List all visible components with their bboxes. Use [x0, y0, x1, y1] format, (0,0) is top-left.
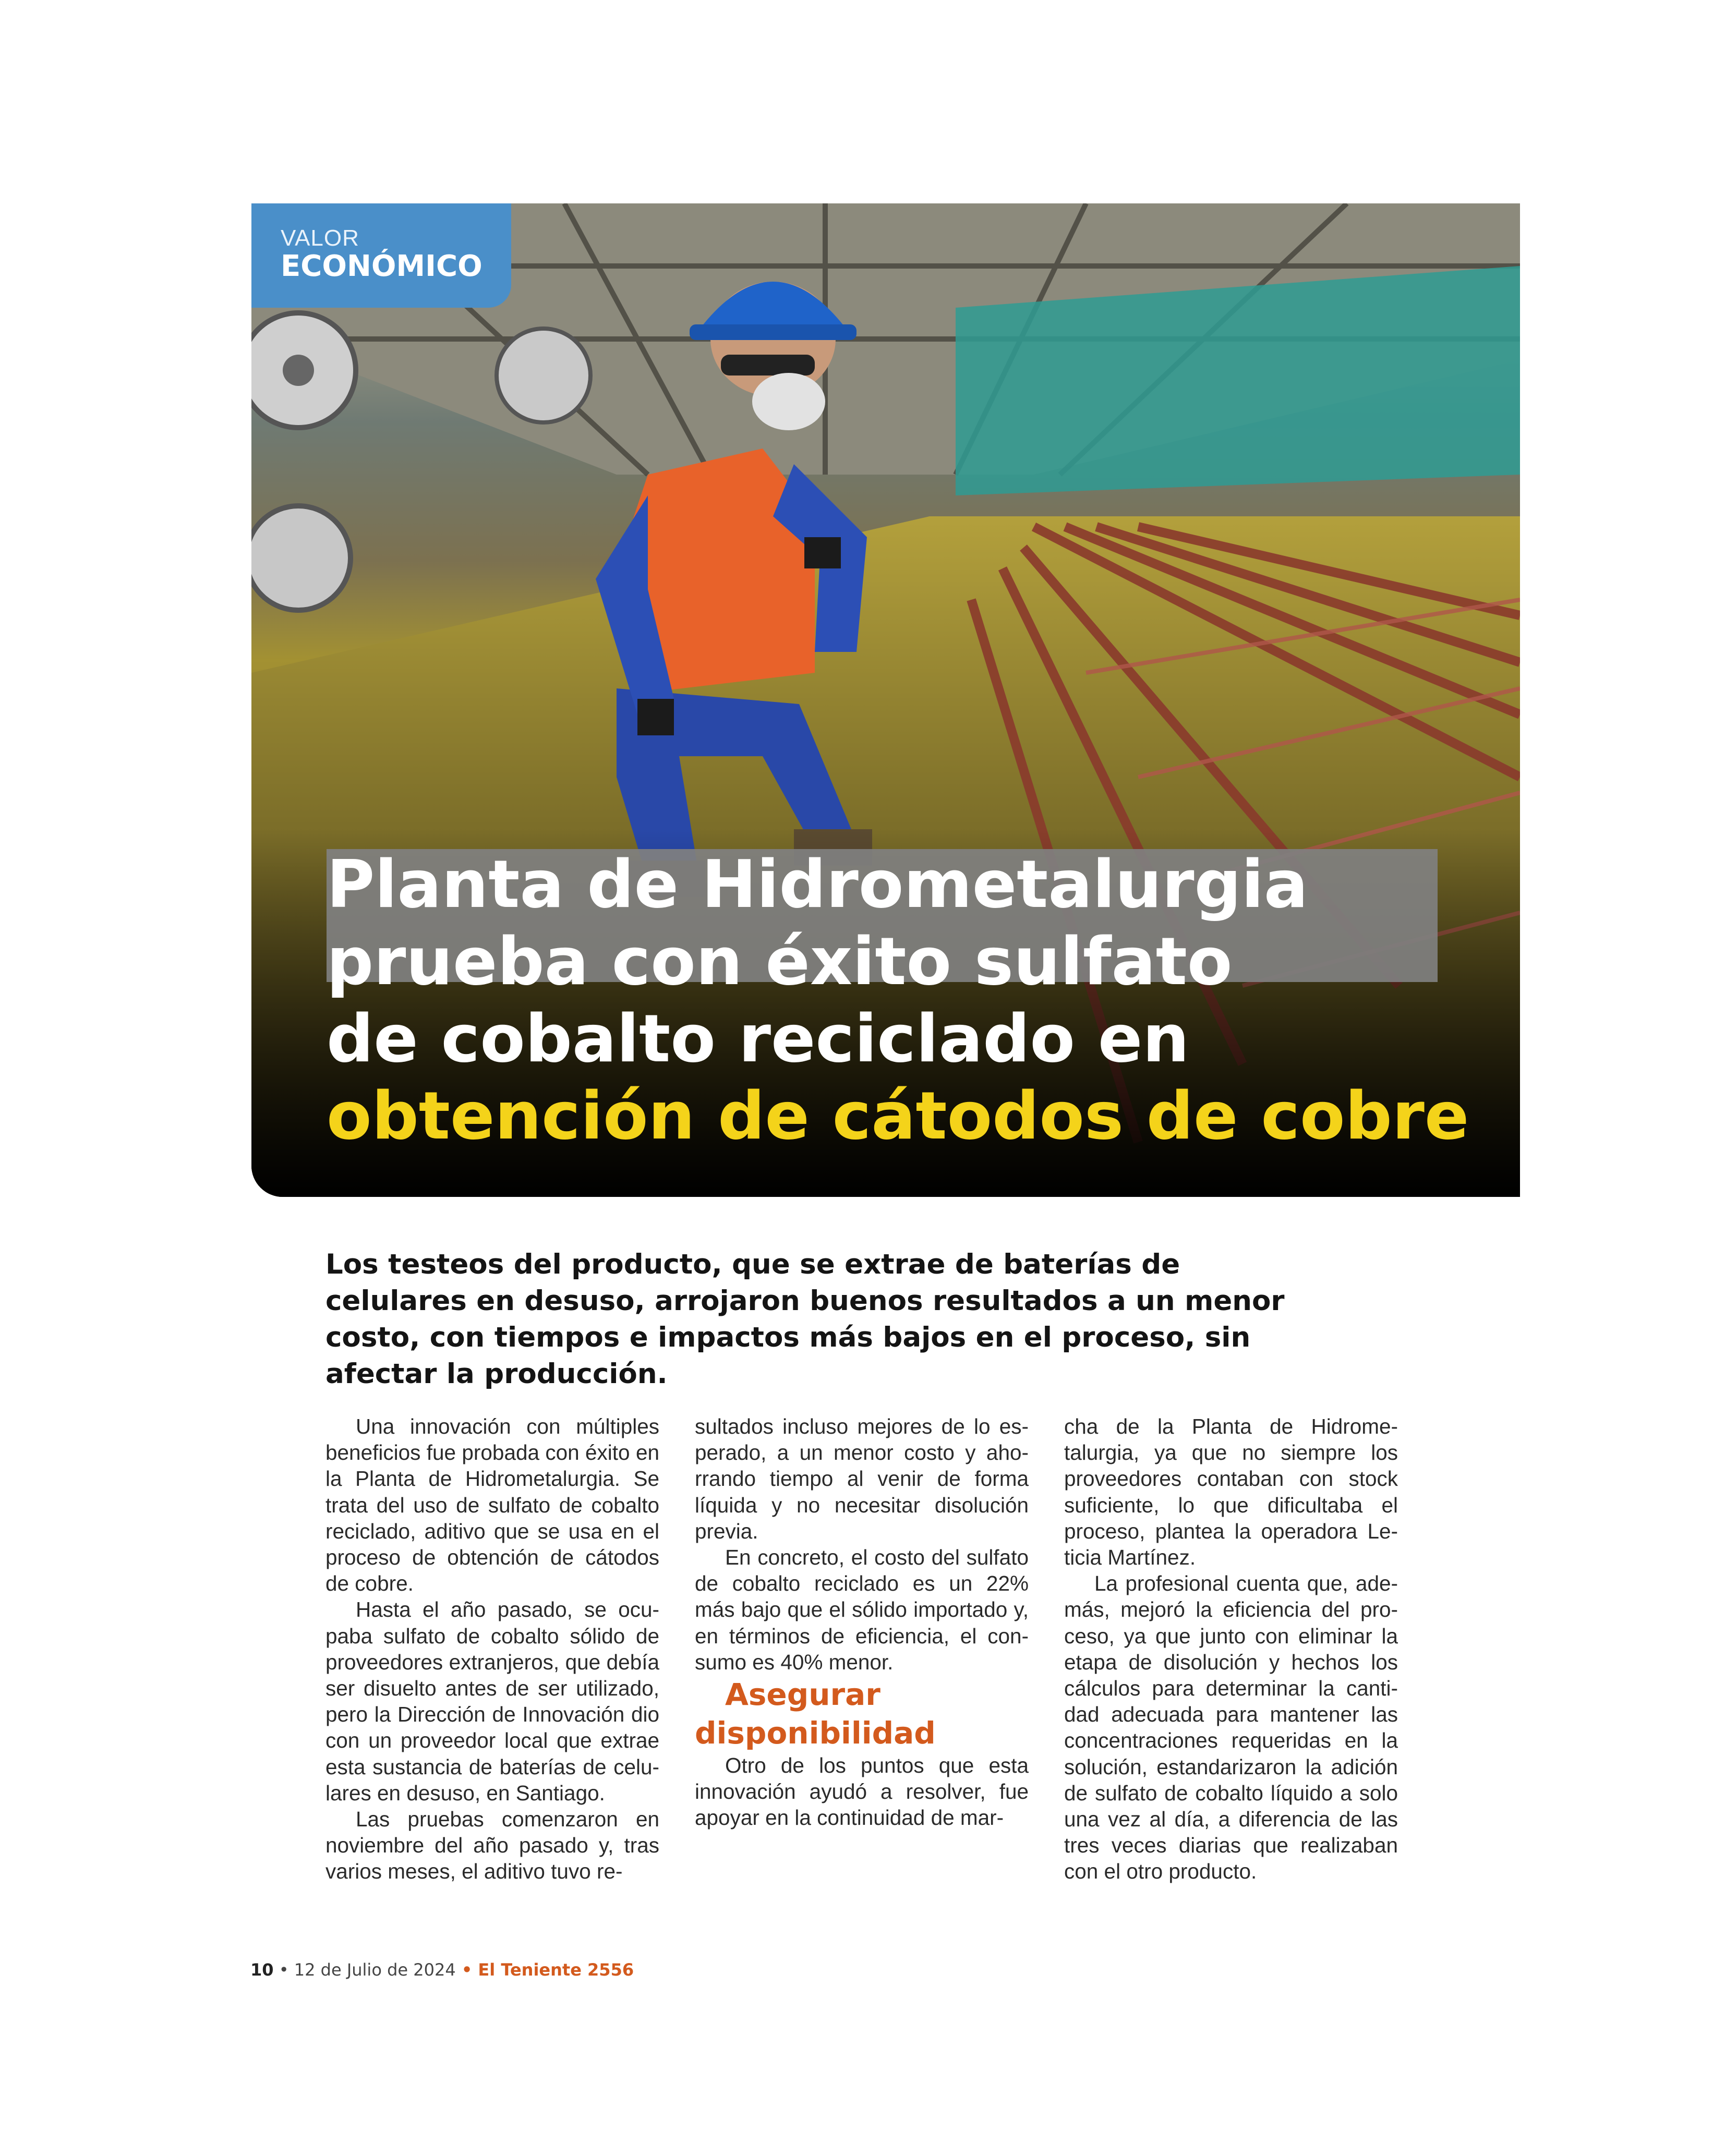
article-column-3 [1064, 1413, 1398, 1885]
headline [327, 846, 1505, 1155]
column1-paragraph-1: Una innovación con múltiples beneficios fue probada con éxito en la Planta de Hidrometalurgia. Se trata del uso de sulfato de cobalto reciclado, aditivo que se usa en el proceso de obtención de cátodos de cobre. [325, 1414, 659, 1596]
column1-paragraph-3: Las pruebas comenzaron en noviembre del año pasado y, tras varios meses, el aditivo tuvo re- [325, 1807, 659, 1884]
footer-separator-2: • [455, 1960, 478, 1980]
column1-paragraph-2: Hasta el año pasado, se ocupaba sulfato de cobalto sólido de proveedores extranjeros, que debía ser disuelto antes de ser utilizado, pero la Dirección de Innovación dio con un proveedor local que extrae esta sustancia de baterías de celulares en desuso, en Santiago. [325, 1597, 659, 1805]
headline-line-2: prueba con éxito sulfato [327, 923, 1233, 1000]
article-column-2 [695, 1413, 1029, 1831]
footer-magazine: El Teniente 2556 [478, 1960, 634, 1980]
article-column-1 [325, 1413, 659, 1885]
page-number: 10 [250, 1960, 274, 1980]
section-tag-small: VALOR [281, 225, 359, 251]
footer-separator-1: • [273, 1960, 294, 1980]
section-subhead: Asegurar disponibilidad [695, 1677, 936, 1751]
footer-date: 12 de Julio de 2024 [294, 1960, 456, 1980]
section-tag [251, 203, 511, 308]
column3-paragraph-1: cha de la Planta de Hidrometalurgia, ya que no siempre los proveedores contaban con stock suficiente, lo que dificultaba el proceso, plantea la operadora Leticia Martínez. [1064, 1414, 1398, 1570]
lead-paragraph: Los testeos del producto, que se extrae de baterías de celulares en desuso, arrojaron buenos resultados a un menor costo, con tiempos e impactos más bajos en el proceso, sin afectar la producción. [325, 1249, 1285, 1390]
section-tag-big: ECONÓMICO [281, 249, 482, 283]
column3-paragraph-2: La profesional cuenta que, además, mejoró la eficiencia del proceso, ya que junto con eliminar la etapa de disolución y hechos los cálculos para determinar la cantidad adecuada para mantener las concentraciones requeridas en la solución, estandarizaron la adición de sulfato de cobalto líquido a solo una vez al día, a diferencia de las tres veces diarias que realizaban con el otro producto. [1064, 1571, 1398, 1884]
column2-paragraph-3: Otro de los puntos que esta innovación ayudó a resolver, fue apoyar en la continuidad de mar- [695, 1753, 1029, 1830]
column2-paragraph-1: sultados incluso mejores de lo esperado, a un menor costo y ahorrando tiempo al venir de forma líquida y no necesitar disolución previa. [695, 1414, 1029, 1543]
page-footer [250, 1960, 634, 1980]
headline-line-1: Planta de Hidrometalurgia [327, 846, 1308, 923]
headline-line-3: de cobalto reciclado en [327, 1000, 1189, 1077]
column2-paragraph-2: En concreto, el costo del sulfato de cobalto reciclado es un 22% más bajo que el sólido importado y, en términos de eficiencia, el consumo es 40% menor. [695, 1545, 1029, 1674]
headline-line-4: obtención de cátodos de cobre [327, 1077, 1469, 1154]
